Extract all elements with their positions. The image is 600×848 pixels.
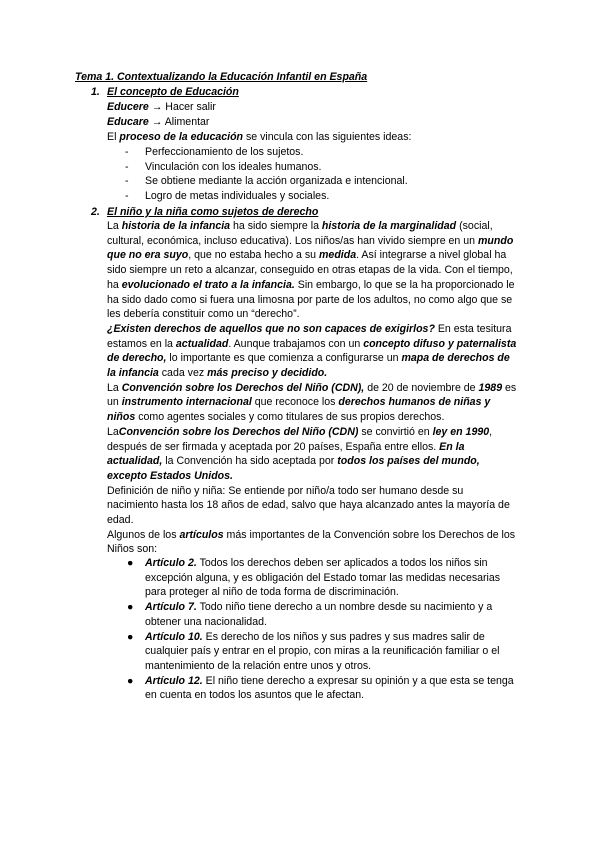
article-text: Todo niño tiene derecho a un nombre desde su nacimiento y a obtener una nacionalidad. — [145, 601, 493, 628]
emphasis-text: concepto difuso y paternalista de derecho, — [107, 337, 517, 365]
educare-term: Educare — [107, 116, 149, 128]
list-item: - Se obtiene mediante la acción organizada e intencional. — [125, 174, 408, 189]
body-text: lo importante es que comienza a configurarse un — [166, 352, 402, 365]
body-text: La — [107, 425, 119, 438]
educare-meaning: → Alimentar — [148, 116, 210, 128]
list-item — [125, 630, 517, 674]
body-text: de 20 de noviembre de — [364, 381, 479, 394]
emphasis-text: ¿Existen derechos de aquellos que no son capaces de exigirlos? — [107, 322, 435, 335]
paragraph-rights-question — [107, 322, 517, 381]
emphasis-text: Convención sobre los Derechos del Niño (CDN) — [118, 425, 359, 438]
educare-line — [107, 115, 517, 130]
intro-emphasis: proceso de la educación — [119, 131, 244, 143]
emphasis-text: todos los países del mundo, excepto Estados Unidos. — [107, 455, 480, 482]
article-text: El niño tiene derecho a expresar su opinión y a que esta se tenga en cuenta en todos los asuntos que le afectan. — [145, 674, 514, 702]
bullet-icon: ● — [127, 630, 134, 643]
body-text: , después de ser firmada y aceptada por 20 países, España entre ellos. — [107, 425, 493, 453]
section-2-heading: El niño y la niña como sujetos de derecho — [107, 206, 319, 218]
body-text: cada vez — [158, 367, 208, 380]
article-label: Artículo 10. — [145, 630, 203, 643]
body-text: Sin embargo, lo que se la ha proporcionado le ha sido dado como si fuera una limosna por parte de los adultos, no como algo que se les debería constituir como un “derecho”. — [107, 278, 515, 321]
emphasis-text: En la actualidad, — [107, 440, 465, 468]
bullet-icon: ● — [127, 557, 134, 569]
section-1-heading: El concepto de Educación — [107, 86, 239, 98]
body-text: como agentes sociales y como titulares de sus propios derechos. — [135, 411, 445, 424]
list-item: - Perfeccionamiento de los sujetos. — [125, 145, 408, 160]
articles-list — [125, 556, 517, 703]
paragraph-law — [107, 425, 517, 484]
emphasis-text: más preciso y decidido. — [207, 367, 328, 380]
list-item — [125, 556, 517, 600]
body-text: (social, cultural, económica, incluso educativa). Los niños/as han vivido siempre en un — [107, 220, 493, 247]
paragraph-definition: Definición de niño y niña: Se entiende por niño/a todo ser humano desde su nacimiento hasta los 18 años de edad, salvo que haya alcanzado antes la mayoría de edad. — [107, 484, 510, 527]
body-text: ha sido siempre la — [230, 220, 322, 232]
body-text: más importantes de la Convención sobre los Derechos de los Niños son: — [107, 528, 516, 556]
emphasis-text: instrumento internacional — [121, 396, 252, 409]
bullet-icon: ● — [127, 601, 134, 614]
emphasis-text: evolucionado el trato a la infancia. — [121, 278, 295, 291]
article-text: Todos los derechos deben ser aplicados a todos los niños sin excepción alguna, y es obligación del Estado tomar las medidas necesarias para proteger al niño de toda forma de discriminación. — [145, 557, 501, 599]
emphasis-text: historia de la marginalidad — [321, 220, 457, 232]
education-intro — [107, 130, 517, 145]
ideas-list — [125, 145, 408, 204]
body-text: La — [107, 381, 122, 394]
emphasis-text: derechos humanos de niñas y niños — [107, 396, 491, 424]
intro-text: El — [107, 131, 120, 143]
body-text: es un — [107, 381, 517, 409]
emphasis-text: medida — [319, 249, 357, 262]
body-text: En esta tesitura estamos en la — [107, 322, 512, 350]
body-text: Algunos de los — [107, 528, 180, 541]
article-text: Es derecho de los niños y sus padres y sus madres salir de cualquier país y entrar en el propio, con miras a la reunificación familiar o el mantenimiento de la relación entre unos y otros. — [145, 630, 500, 672]
body-text: la Convención ha sido aceptada por — [162, 455, 338, 468]
emphasis-text: actualidad — [175, 337, 229, 350]
emphasis-text: historia de la infancia — [121, 220, 231, 232]
list-item: - Vinculación con los ideales humanos. — [125, 160, 408, 175]
article-label: Artículo 7. — [145, 601, 197, 614]
body-text: , que no estaba hecho a su — [188, 249, 320, 262]
body-text: que reconoce los — [251, 396, 339, 409]
body-text: La — [107, 220, 122, 232]
paragraph-convention — [107, 381, 517, 425]
section-2-body — [107, 219, 517, 557]
bullet-icon: ● — [127, 674, 134, 687]
educere-line — [107, 100, 517, 115]
article-label: Artículo 12. — [145, 674, 203, 687]
section-1-number: 1. — [91, 86, 100, 98]
section-2-number: 2. — [91, 206, 100, 218]
educere-term: Educere — [107, 101, 149, 113]
body-text: se convirtió en — [358, 425, 433, 438]
list-item: - Logro de metas individuales y sociales. — [125, 189, 408, 204]
document-title: Tema 1. Contextualizando la Educación Infantil en España — [75, 71, 368, 83]
educere-meaning: → Hacer salir — [148, 101, 216, 113]
emphasis-text: 1989 — [478, 381, 503, 394]
body-text: . Aunque trabajamos con un — [228, 337, 364, 350]
list-item — [125, 600, 517, 629]
list-item — [125, 674, 517, 703]
paragraph-history — [107, 219, 517, 322]
article-label: Artículo 2. — [145, 557, 197, 569]
intro-text-end: se vincula con las siguientes ideas: — [243, 131, 412, 143]
paragraph-articles-intro — [107, 528, 517, 557]
body-text: . Así integrarse a nivel global ha sido siempre un reto a alcanzar, conseguido en otras etapas de la vida. Con el tiempo, ha — [107, 249, 513, 291]
emphasis-text: mapa de derechos de la infancia — [107, 352, 510, 380]
emphasis-text: Convención sobre los Derechos del Niño (CDN), — [121, 381, 365, 394]
emphasis-text: artículos — [179, 528, 224, 541]
emphasis-text: mundo que no era suyo — [107, 234, 514, 262]
emphasis-text: ley en 1990 — [432, 425, 490, 438]
